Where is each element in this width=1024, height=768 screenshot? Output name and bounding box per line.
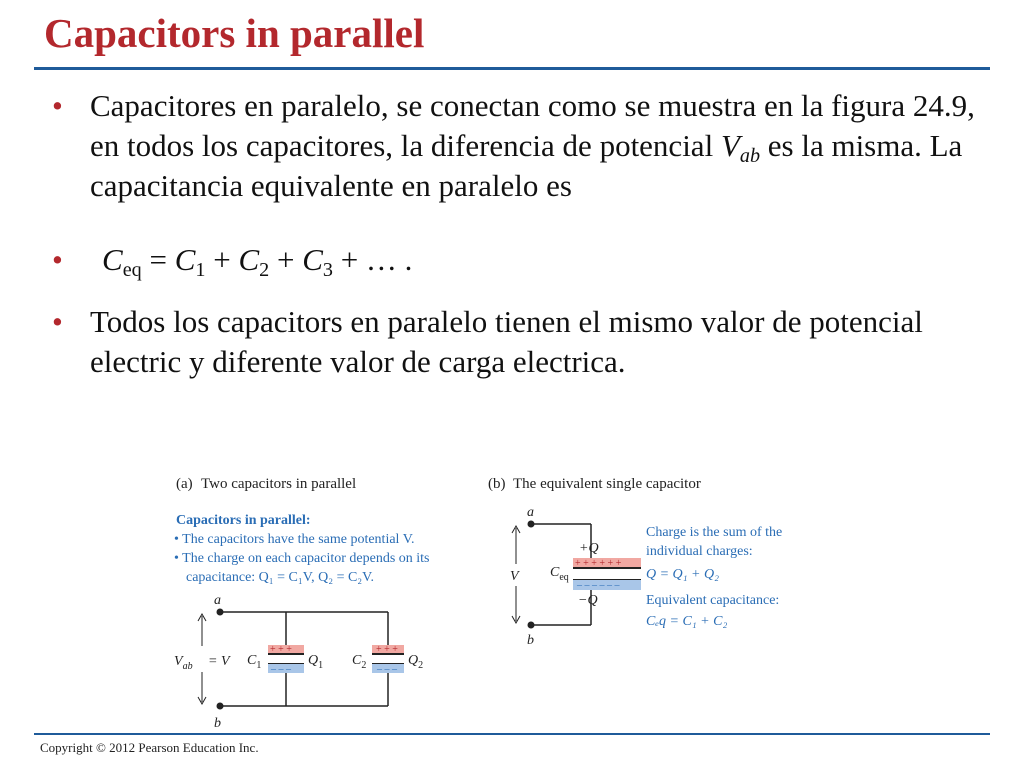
- eq-c3: C: [302, 242, 323, 277]
- eq-tail: + … .: [332, 242, 413, 277]
- eq-equals: =: [141, 242, 175, 277]
- node-a-label: a: [214, 593, 221, 608]
- c1-plus-charges: + + +: [270, 644, 292, 655]
- ceq-label: $C_{eq}$: [550, 565, 569, 583]
- node-b-label: b: [214, 716, 221, 731]
- bullet-text-part-a: Capacitores en paralelo, se conectan como se muestra en la figura 24.9, en todos los capacitores, la diferencia de potencial: [90, 88, 975, 163]
- eq-c3-sub: 3: [322, 259, 333, 281]
- panel-b-note-5: Cₑq = C₁ + C₂: [646, 614, 728, 629]
- panel-b-node-a: a: [527, 505, 534, 520]
- ceq-minus-charges: – – – – – –: [577, 580, 620, 591]
- panel-b-note-3: Q = Q₁ + Q₂: [646, 567, 719, 582]
- c1-label: $C_1$: [247, 653, 262, 671]
- capacitor-ceq: [573, 558, 641, 591]
- voltage-symbol: V: [720, 128, 740, 163]
- panel-b-note-1: Charge is the sum of the: [646, 525, 783, 540]
- eq-c1-sub: 1: [195, 259, 206, 281]
- capacitor-c1: [268, 644, 304, 675]
- vab-label: $V_{ab}$: [174, 654, 193, 672]
- panel-a-title: Two capacitors in parallel: [201, 476, 357, 492]
- panel-b-letter: (b): [488, 476, 506, 492]
- minus-q-label: −Q: [578, 593, 598, 608]
- c2-minus-charges: – – –: [377, 664, 397, 675]
- panel-b-note-4: Equivalent capacitance:: [646, 593, 780, 608]
- panel-b-note-2: individual charges:: [646, 544, 753, 559]
- bullet-same-potential: [52, 302, 982, 382]
- footer-divider: [34, 733, 990, 735]
- c1-minus-charges: – – –: [271, 664, 291, 675]
- equivalent-capacitance-equation: [90, 242, 413, 281]
- panel-a-line-1: • The capacitors have the same potential V.: [174, 532, 415, 547]
- bullet-dot: •: [52, 242, 63, 277]
- vab-arrow: [198, 614, 206, 704]
- eq-c: C: [102, 242, 123, 277]
- panel-b-v-label: V: [510, 569, 519, 584]
- title-divider: [34, 67, 990, 70]
- eq-c1: C: [174, 242, 196, 277]
- eq-plus: +: [269, 242, 303, 277]
- panel-b-node-b: b: [527, 633, 534, 648]
- bullet-dot: •: [52, 304, 63, 339]
- panel-a-heading: Capacitors in parallel:: [176, 513, 311, 528]
- capacitor-c2: [372, 644, 404, 675]
- node-a-dot: [217, 609, 224, 616]
- bullet-dot: •: [52, 88, 63, 123]
- bullet-parallel-description: [52, 86, 982, 206]
- parallel-capacitor-figure: [168, 470, 818, 732]
- eq-plus: +: [205, 242, 239, 277]
- panel-b-node-b-dot: [528, 622, 535, 629]
- copyright-notice: Copyright © 2012 Pearson Education Inc.: [40, 740, 259, 755]
- voltage-subscript: ab: [739, 145, 761, 167]
- c2-plus-charges: + + +: [376, 644, 398, 655]
- panel-a-line-2: • The charge on each capacitor depends on its: [174, 551, 430, 566]
- eq-sub: eq: [122, 259, 142, 281]
- bullet-text-part-b: es la misma. La capacitancia equivalente en paralelo es: [90, 128, 963, 203]
- panel-a-wires: [220, 612, 388, 706]
- panel-a-line-3: capacitance: Q₁ = C₁V, Q₂ = C₂V.: [186, 570, 374, 585]
- panel-b-title: The equivalent single capacitor: [513, 476, 701, 492]
- bullet-equation: [52, 240, 982, 280]
- bullet-list: [52, 86, 982, 382]
- ceq-plus-charges: + + + + + +: [575, 558, 622, 569]
- slide-title: Capacitors in parallel: [44, 10, 425, 56]
- panel-a-letter: (a): [176, 476, 193, 492]
- node-b-dot: [217, 703, 224, 710]
- c2-label: $C_2$: [352, 653, 367, 671]
- panel-b-node-a-dot: [528, 521, 535, 528]
- q1-label: $Q_1$: [308, 653, 324, 671]
- eq-c2-sub: 2: [259, 259, 270, 281]
- plus-q-label: +Q: [579, 541, 599, 556]
- q2-label: $Q_2$: [408, 653, 424, 671]
- vab-equals: = V: [208, 654, 230, 669]
- eq-c2: C: [238, 242, 260, 277]
- bullet-text: Todos los capacitors en paralelo tienen el mismo valor de potencial electric y diferente valor de carga electrica.: [90, 304, 923, 379]
